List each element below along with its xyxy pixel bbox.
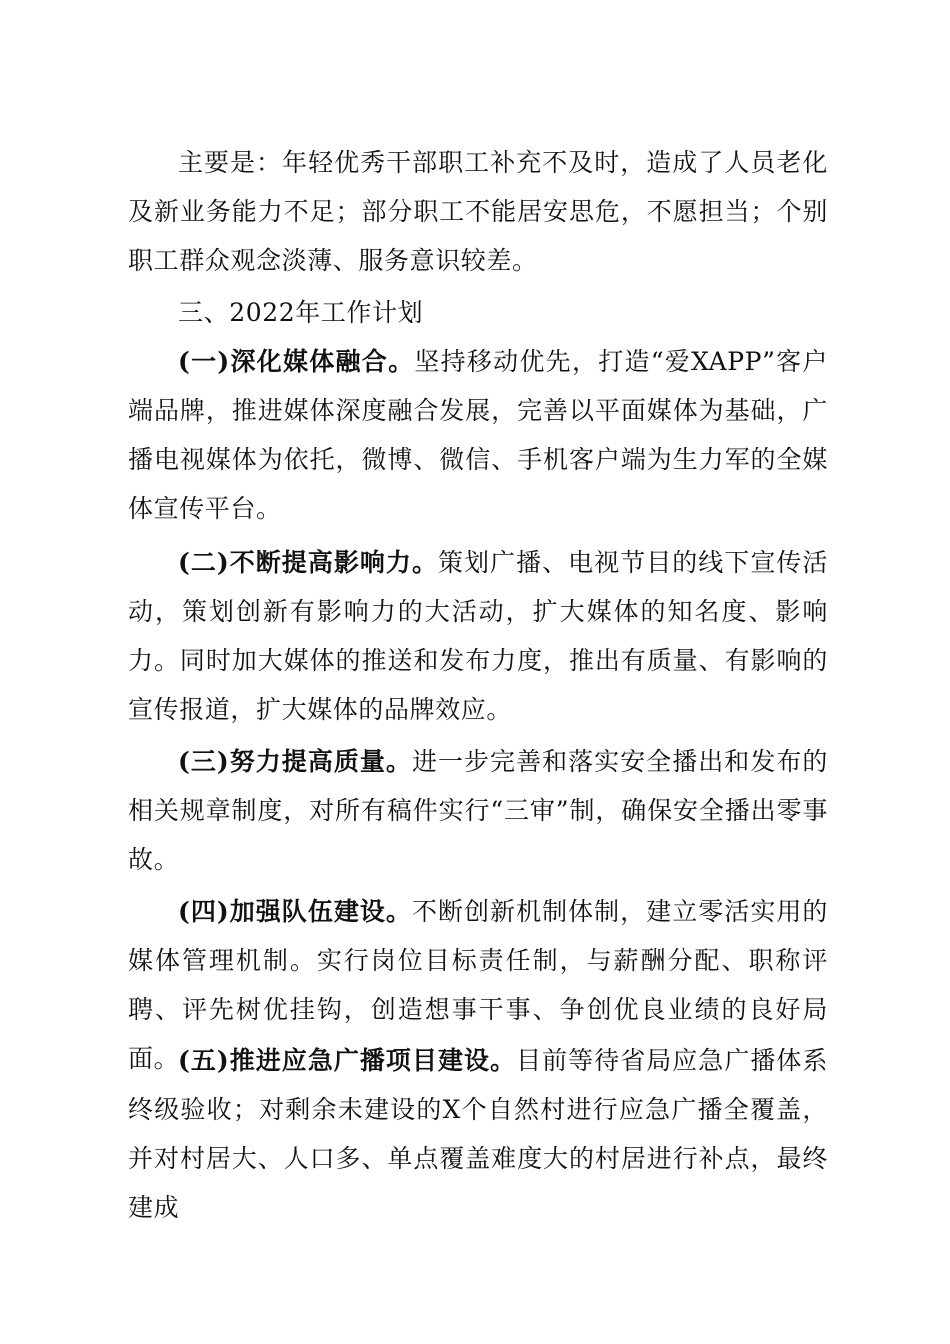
plan-item-2 <box>128 538 828 734</box>
plan-item-4-lead: (四)加强队伍建设。 <box>178 897 412 926</box>
intro-text: 主要是：年轻优秀干部职工补充不及时，造成了人员老化及新业务能力不足；部分职工不能居安思危，不愿担当；个别职工群众观念淡薄、服务意识较差。 <box>128 148 828 275</box>
plan-item-3-lead: (三)努力提高质量。 <box>178 747 412 776</box>
plan-item-1-body: 坚持移动优先，打造“爱XAPP”客户端品牌，推进媒体深度融合发展，完善以平面媒体为基础，广播电视媒体为依托，微博、微信、手机客户端为生力军的全媒体宣传平台。 <box>128 347 828 523</box>
plan-item-1-lead: (一)深化媒体融合。 <box>178 347 415 376</box>
plan-item-1 <box>128 337 828 533</box>
plan-item-2-lead: (二)不断提高影响力。 <box>178 548 438 577</box>
plan-item-4-body: 不断创新机制体制，建立零活实用的媒体管理机制。实行岗位目标责任制，与薪酬分配、职称评聘、评先树优挂钩，创造想事干事、争创优良业绩的良好局面。 <box>128 897 828 1073</box>
section-heading: 三、2022年工作计划 <box>178 298 424 327</box>
plan-item-5-lead: (五)推进应急广播项目建设。 <box>178 1046 517 1075</box>
intro-paragraph <box>128 138 828 285</box>
plan-item-3 <box>128 737 828 884</box>
plan-item-2-body: 策划广播、电视节目的线下宣传活动，策划创新有影响力的大活动，扩大媒体的知名度、影响力。同时加大媒体的推送和发布力度，推出有质量、有影响的宣传报道，扩大媒体的品牌效应。 <box>128 548 828 724</box>
plan-item-3-body: 进一步完善和落实安全播出和发布的相关规章制度，对所有稿件实行“三审”制，确保安全播出零事故。 <box>128 747 828 874</box>
plan-item-5-body: 目前等待省局应急广播体系终级验收；对剩余未建设的X个自然村进行应急广播全覆盖，并对村居大、人口多、单点覆盖难度大的村居进行补点，最终建成 <box>128 1046 829 1222</box>
plan-item-5 <box>128 1036 828 1232</box>
